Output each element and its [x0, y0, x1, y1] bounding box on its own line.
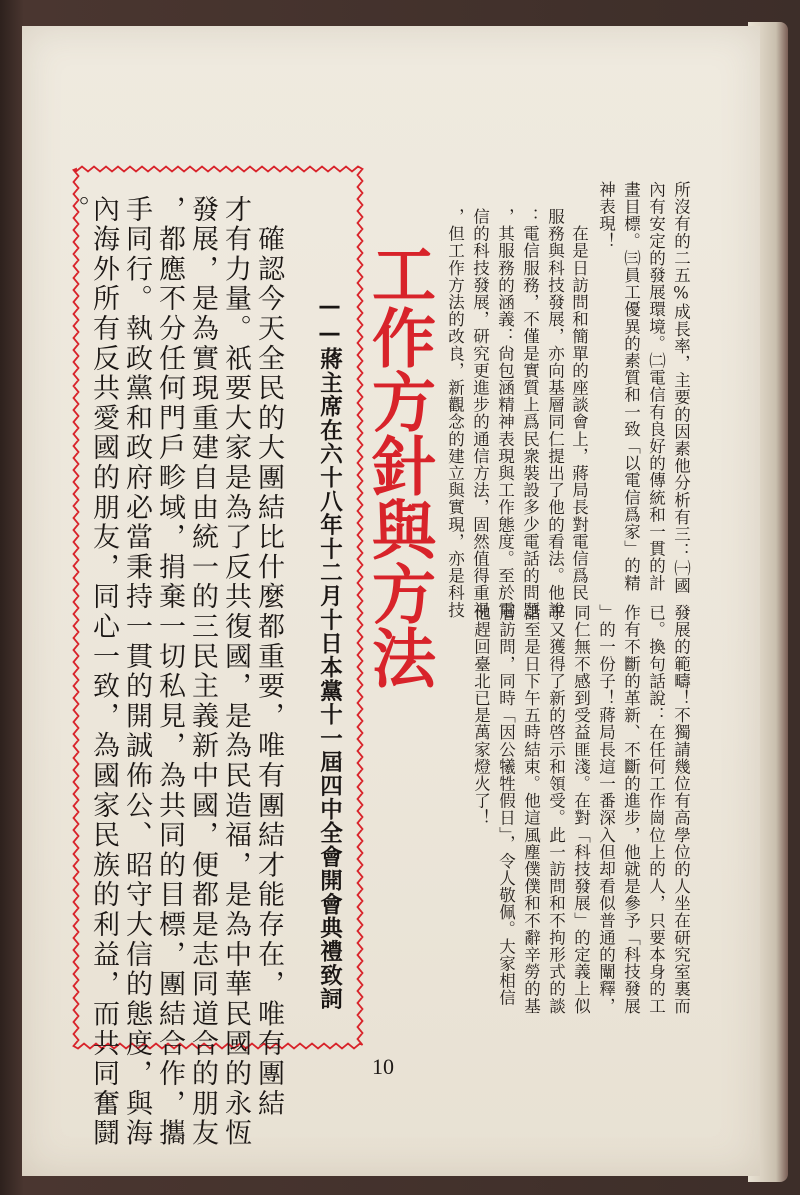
- article-bottom-column: 作有不斷的革新、不斷的進步，他就是參予「科技發展: [621, 604, 641, 1015]
- article-bottom-column: 發展的範疇！不獨請幾位有高學位的人坐在研究室裏而: [671, 604, 691, 1015]
- article-bottom-column: 已。換句話說：在任何工作崗位上的人，只要本身的工: [646, 604, 666, 1015]
- article-top-column: 所沒有的二五%成長率，主要的因素他分析有三：㈠國: [671, 181, 691, 594]
- quote-line: 手同行。執政黨和政府必當秉持一貫的開誠佈公、昭守大信的態度，與海: [121, 195, 152, 1149]
- article-top-column: 在是日訪問和簡單的座談會上，蔣局長對電信爲民: [569, 208, 589, 602]
- article-bottom-column: 乎又獲得了新的啓示和領受。此一訪問和不拘形式的談: [546, 604, 566, 1015]
- quote-box: [58, 165, 364, 1149]
- article-bottom-column: 話至是日下午五時結束。他這風塵僕僕和不辭辛勞的基: [521, 604, 541, 1015]
- article-bottom-column: 」的一份子！蔣局長這一番深入但却看似普通的闡釋，: [596, 604, 616, 1015]
- quote-line: 才有力量。祇要大家是為了反共復國，是為民造福，是為中華民國的永恆: [220, 195, 251, 1149]
- quote-line: 發展，是為實現重建自由統一的三民主義新中國，便都是志同道合的朋友: [187, 195, 218, 1149]
- article-bottom-column: 他趕回臺北已是萬家燈火了！: [471, 604, 491, 827]
- quote-line: 內海外所有反共愛國的朋友，同心一致，為國家民族的利益，而共同奮鬪: [88, 195, 119, 1149]
- page-number: 10: [372, 1054, 394, 1079]
- quote-attribution: ——蔣主席在六十八年十二月十日本黨十一屆四中全會開會典禮致詞: [316, 293, 343, 1011]
- article-bottom-column: 同仁無不感到受益匪淺。在對「科技發展」的定義上似: [571, 604, 591, 1015]
- quote-line: ，都應不分任何門戶畛域，捐棄一切私見，為共同的目標，團結合作，攜: [154, 195, 185, 1149]
- article-bottom-column: 層訪問，同時「因公犧牲假日」，令人敬佩。大家相信: [496, 604, 516, 1007]
- article-top-column: 畫目標。㈢員工優異的素質和一致「以電信爲家」的精: [621, 181, 641, 592]
- article-top-column: 內有安定的發展環境。㈡電信有良好的傳統和一貫的計: [646, 181, 666, 592]
- quote-line: 確認今天全民的大團結比什麼都重要，唯有團結才能存在，唯有團結: [253, 195, 284, 1119]
- article-top-column: ，其服務的涵義：尙包涵精神表現與工作態度。至於電: [495, 208, 515, 619]
- quote-line: 。: [58, 195, 89, 225]
- article-top-column: ，但工作方法的改良，新觀念的建立與實現，亦是科技: [445, 208, 465, 619]
- article-top-column: 服務與科技發展，亦向基層同仁提出了他的看法。他說: [545, 208, 565, 619]
- headline: 工作方針與方法: [361, 241, 435, 689]
- article-top-column: ：電信服務，不僅是實質上爲民衆裝設多少電話的問題: [520, 208, 540, 619]
- article-top-column: 神表現！: [596, 181, 616, 250]
- article-top-column: 信的科技發展，研究更進步的通信方法，固然值得重視: [470, 208, 490, 619]
